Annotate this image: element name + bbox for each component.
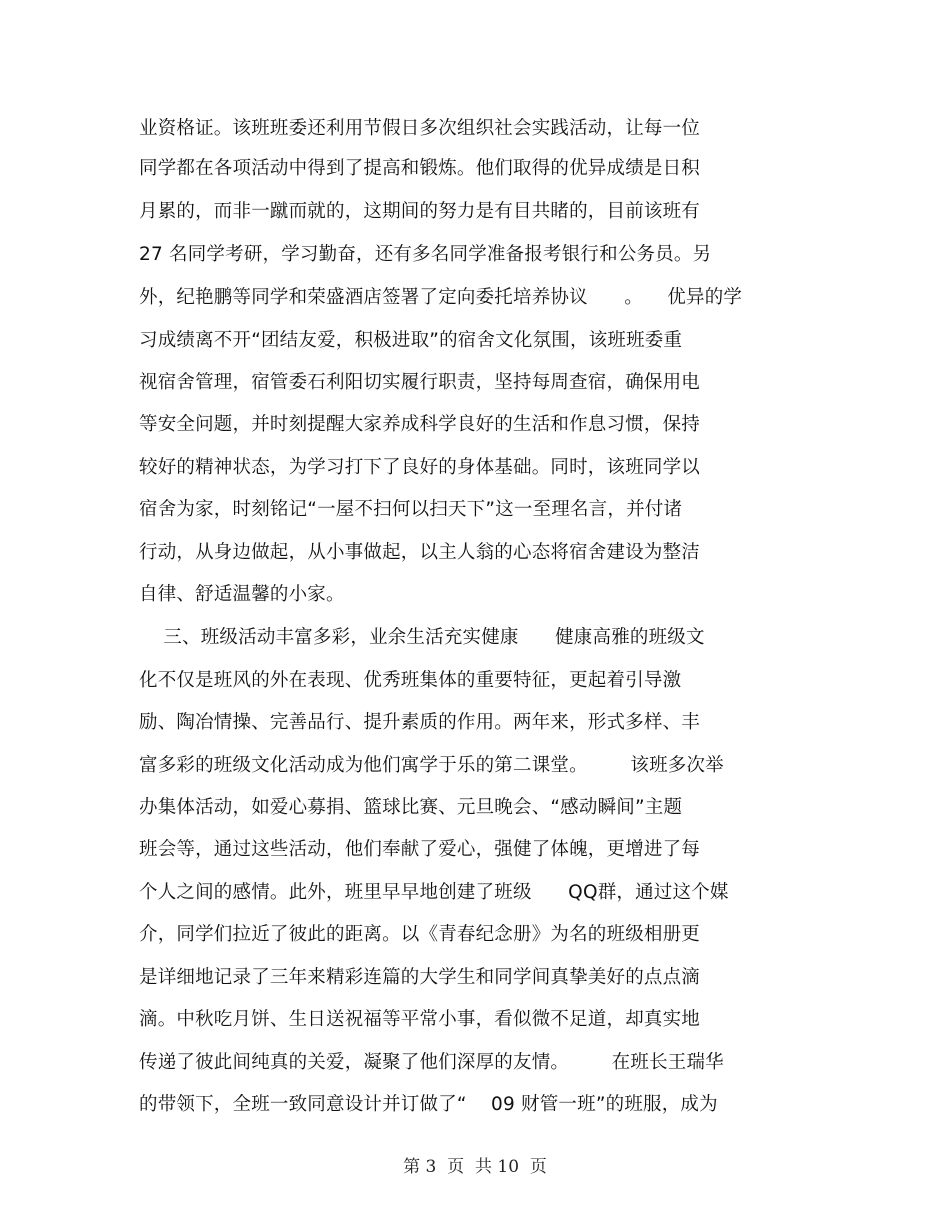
body-text-line: 班会等，通过这些活动，他们奉献了爱心，强健了体魄，更增进了每 [139, 839, 701, 860]
body-text-line: 滴。中秋吃月饼、生日送祝福等平常小事，看似微不足道，却真实地 [139, 1009, 701, 1030]
body-text-line: 月累的，而非一蹴而就的，这期间的努力是有目共睹的，目前该班有 [139, 201, 701, 222]
body-text-line: 个人之间的感情。此外，班里早早地创建了班级 QQ群，通过这个媒 [139, 882, 729, 903]
body-text-line: 较好的精神状态，为学习打下了良好的身体基础。同时，该班同学以 [139, 457, 701, 478]
body-text-line: 等安全问题，并时刻提醒大家养成科学良好的生活和作息习惯，保持 [139, 414, 701, 435]
body-text-line: 视宿舍管理，宿管委石利阳切实履行职责，坚持每周查宿，确保用电 [139, 372, 701, 393]
body-text-line: 行动，从身边做起，从小事做起，以主人翁的心态将宿舍建设为整洁 [139, 542, 701, 563]
body-text-line: 自律、舒适温馨的小家。 [139, 584, 345, 605]
body-text-line: 介，同学们拉近了彼此的距离。以《青春纪念册》为名的班级相册更 [139, 924, 701, 945]
body-text-line: 是详细地记录了三年来精彩连篇的大学生和同学间真挚美好的点点滴 [139, 967, 701, 988]
body-text-line: 习成绩离不开“团结友爱，积极进取”的宿舍文化氛围，该班班委重 [139, 330, 683, 351]
page-number-footer: 第 3 页 共 10 页 [403, 1157, 547, 1177]
body-text-line: 宿舍为家，时刻铭记“一屋不扫何以扫天下”这一至理名言，并付诸 [139, 499, 683, 520]
body-text-line: 的带领下，全班一致同意设计并订做了“ 09 财管一班”的班服，成为 [139, 1094, 718, 1115]
body-text-line: 同学都在各项活动中得到了提高和锻炼。他们取得的优异成绩是日积 [139, 158, 701, 179]
body-text-line: 办集体活动，如爱心募捐、篮球比赛、元旦晚会、“感动瞬间”主题 [139, 797, 683, 818]
body-text-line: 业资格证。该班班委还利用节假日多次组织社会实践活动，让每一位 [139, 118, 701, 139]
body-text-line: 27 名同学考研，学习勤奋，还有多名同学准备报考银行和公务员。另 [139, 244, 712, 265]
body-text-line: 外，纪艳鹏等同学和荣盛酒店签署了定向委托培养协议 。 优异的学 [139, 287, 743, 308]
body-text-line: 化不仅是班风的外在表现、优秀班集体的重要特征，更起着引导激 [139, 670, 682, 691]
body-text-line: 传递了彼此间纯真的关爱，凝聚了他们深厚的友情。 在班长王瑞华 [139, 1052, 724, 1073]
section-heading-line: 三、班级活动丰富多彩，业余生活充实健康 健康高雅的班级文 [139, 627, 705, 648]
body-text-line: 励、陶冶情操、完善品行、提升素质的作用。两年来，形式多样、丰 [139, 712, 701, 733]
body-text-line: 富多彩的班级文化活动成为他们寓学于乐的第二课堂。 该班多次举 [139, 755, 724, 776]
